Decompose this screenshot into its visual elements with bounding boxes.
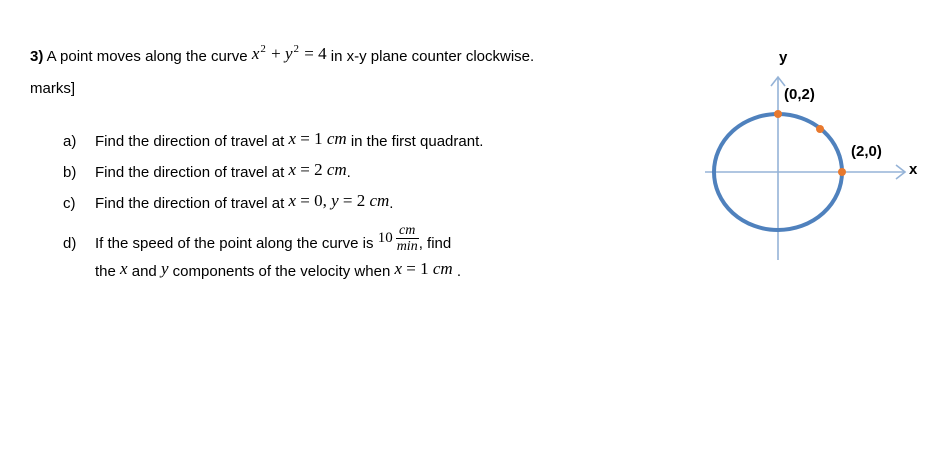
question-b-text: Find the direction of travel at x = 2 cm. — [95, 160, 351, 181]
point-2-0-dot — [838, 168, 846, 176]
cm-per-min-fraction: $\frac{cm}{\min}$ — [396, 223, 418, 254]
problem-intro-pre: A point moves along the curve — [43, 48, 252, 65]
question-c-math: x = 0, y = 2 cm — [288, 191, 390, 210]
question-list — [30, 130, 710, 281]
problem-intro-post: in x-y plane counter clockwise. — [326, 48, 535, 65]
question-d-label: d) — [63, 234, 77, 252]
question-b-math: x = 2 cm — [288, 160, 347, 179]
speed-fraction: 10 $\frac{cm}{\min}$ — [377, 223, 418, 254]
question-a-label: a) — [63, 133, 77, 150]
marks-text: marks] — [30, 80, 75, 97]
question-b-label: b) — [63, 164, 77, 181]
point-first-quadrant-dot — [816, 125, 824, 133]
y-axis-label: y — [779, 49, 788, 66]
question-a-math: x = 1 cm — [288, 129, 347, 148]
question-a — [30, 130, 710, 151]
question-d — [30, 223, 710, 281]
circle-diagram — [695, 45, 935, 275]
point-0-2-label: (0,2) — [784, 86, 815, 103]
problem-number: 3) — [30, 48, 44, 65]
question-d-line2: the x and y components of the velocity when x = 1 cm . — [95, 259, 462, 280]
question-c-text: Find the direction of travel at x = 0, y = 2 cm. — [95, 191, 394, 212]
curve-equation: $x^2 + y^2 = 4$ — [251, 43, 327, 63]
x-axis-label: x — [909, 161, 918, 178]
question-d-line1: If the speed of the point along the curve is 10 $\frac{cm}{\min}$ , find — [95, 223, 452, 254]
question-b — [30, 161, 710, 182]
circle-diagram-svg — [695, 45, 935, 275]
problem-title — [30, 38, 710, 68]
point-2-0-label: (2,0) — [851, 143, 882, 160]
point-0-2-dot — [774, 110, 782, 118]
question-d-math: x = 1 cm — [394, 259, 453, 278]
question-c-label: c) — [63, 195, 76, 212]
problem-block — [30, 38, 710, 291]
question-d-text — [95, 223, 710, 281]
question-c — [30, 192, 710, 213]
question-a-text: Find the direction of travel at x = 1 cm in the first quadrant. — [95, 129, 484, 150]
